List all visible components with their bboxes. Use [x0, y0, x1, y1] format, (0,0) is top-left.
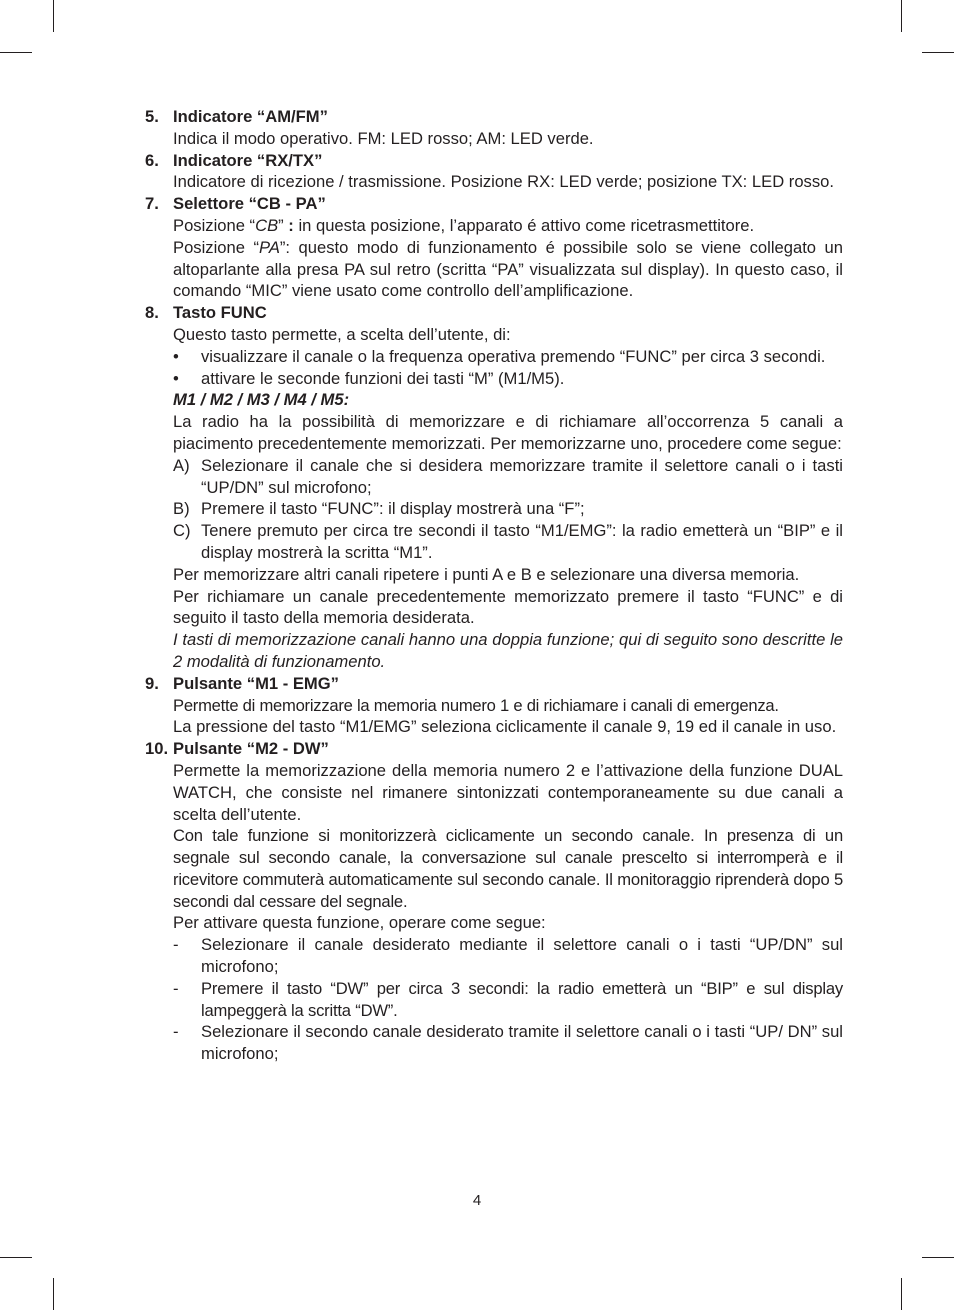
- section-number: 7.: [145, 194, 159, 214]
- section-m2-dw-button: [145, 738, 843, 1065]
- dash-marker: -: [173, 1022, 179, 1042]
- text-run-italic: PA: [258, 237, 280, 257]
- text-run-bold: :: [288, 215, 294, 235]
- paragraph: Questo tasto permette, a scelta dell’utente, di:: [173, 324, 511, 344]
- section-func-button: [145, 302, 843, 673]
- paragraph: Con tale funzione si monitorizzerà ciclicamente un secondo canale. In presenza di un segnale sul secondo canale, la conversazione sul canale prescelto si interromperà e il ricevitore commuterà automaticamente sul secondo canale. Il monitoraggio riprenderà dopo 5 secondi dal cessare del segnale.: [173, 826, 843, 911]
- subheading: M1 / M2 / M3 / M4 / M5:: [173, 390, 350, 410]
- list-item: [173, 346, 843, 368]
- paragraph: Permette di memorizzare la memoria numero 1 e di richiamare i canali di emergenza.: [173, 695, 779, 715]
- section-title: Selettore “CB - PA”: [173, 194, 326, 214]
- section-title: Indicatore “AM/FM”: [173, 107, 328, 126]
- paragraph: La pressione del tasto “M1/EMG” seleziona ciclicamente il canale 9, 19 ed il canale in uso.: [173, 717, 837, 737]
- paragraph: Per richiamare un canale precedentemente memorizzato premere il tasto “FUNC” e di seguito il tasto della memoria desiderata.: [173, 586, 843, 628]
- crop-mark-top-left-horizontal: [0, 52, 32, 53]
- crop-mark-top-right-vertical: [901, 0, 902, 32]
- list-item-text: visualizzare il canale o la frequenza operativa premendo “FUNC” per circa 3 secondi.: [201, 346, 826, 366]
- text-run: Posizione “: [173, 237, 259, 257]
- text-run-italic: CB: [255, 215, 279, 235]
- paragraph: Indica il modo operativo. FM: LED rosso; AM: LED verde.: [173, 128, 594, 148]
- section-am-fm-indicator: [145, 106, 843, 150]
- dash-marker: -: [173, 978, 179, 998]
- section-number: 6.: [145, 150, 159, 170]
- crop-mark-top-left-vertical: [53, 0, 54, 32]
- paragraph: Permette la memorizzazione della memoria numero 2 e l’attivazione della funzione DUAL WATCH, che consiste nel rimanere sintonizzati contemporaneamente su due canali a scelta dell’utente.: [173, 760, 843, 824]
- list-item-text: attivare le seconde funzioni dei tasti “M” (M1/M5).: [201, 368, 565, 388]
- dash-list: [145, 934, 843, 1065]
- crop-mark-top-right-horizontal: [922, 52, 954, 53]
- section-cb-pa-selector: [145, 193, 843, 302]
- crop-mark-bottom-right-horizontal: [922, 1257, 954, 1258]
- paragraph: Per memorizzare altri canali ripetere i punti A e B e selezionare una diversa memoria.: [173, 564, 800, 584]
- list-item-text: Selezionare il canale che si desidera memorizzare tramite il selettore canali o i tasti “UP/DN” sul microfono;: [201, 455, 843, 497]
- section-number: 8.: [145, 303, 159, 323]
- text-run: Posizione “: [173, 215, 256, 235]
- list-item-text: Selezionare il canale desiderato mediante il selettore canali o i tasti “UP/DN” sul microfono;: [201, 935, 843, 977]
- section-heading: [145, 302, 843, 324]
- bullet-list: [145, 346, 843, 390]
- section-title: Pulsante “M2 - DW”: [173, 739, 329, 759]
- step-marker: A): [173, 455, 190, 475]
- paragraph: Indicatore di ricezione / trasmissione. Posizione RX: LED verde; posizione TX: LED rosso.: [173, 172, 834, 192]
- list-item: [173, 520, 843, 564]
- list-item: [173, 934, 843, 978]
- section-number: 5.: [145, 107, 159, 126]
- section-title: Pulsante “M1 - EMG”: [173, 673, 339, 693]
- section-number: 10.: [145, 739, 169, 759]
- list-item: [173, 368, 843, 390]
- section-heading: [145, 193, 843, 215]
- list-item: [173, 455, 843, 499]
- text-run: in questa posizione, l’apparato é attivo come ricetrasmettitore.: [293, 215, 755, 235]
- paragraph: La radio ha la possibilità di memorizzare e di richiamare all’occorrenza 5 canali a piacimento precedentemente memorizzati. Per memorizzarne uno, procedere come segue:: [173, 412, 843, 453]
- text-run: ”: [278, 215, 289, 235]
- crop-mark-bottom-right-vertical: [901, 1278, 902, 1310]
- list-item: [173, 498, 843, 520]
- list-item: [173, 1021, 843, 1065]
- paragraph: Per attivare questa funzione, operare come segue:: [173, 913, 546, 933]
- crop-mark-bottom-left-horizontal: [0, 1257, 32, 1258]
- section-heading: [145, 150, 843, 172]
- section-title: Tasto FUNC: [173, 303, 267, 323]
- text-run: ”: questo modo di funzionamento é possibile solo se viene collegato un altoparlante alla presa PA sul retro (scritta “PA” visualizzata sul display). In questo caso, il comando “MIC” viene usato come controllo dell’amplificazione.: [173, 237, 843, 301]
- paragraph-note: I tasti di memorizzazione canali hanno una doppia funzione; qui di seguito sono descritte le 2 modalità di funzionamento.: [173, 630, 843, 671]
- paragraph-pa-position: [145, 237, 843, 302]
- document-body: [145, 106, 843, 1065]
- dash-marker: -: [173, 935, 179, 955]
- section-number: 9.: [145, 673, 159, 693]
- section-heading: [145, 106, 843, 128]
- list-item-text: Tenere premuto per circa tre secondi il tasto “M1/EMG”: la radio emetterà un “BIP” e il display mostrerà la scritta “M1”.: [201, 521, 843, 562]
- list-item: [173, 978, 843, 1022]
- step-marker: C): [173, 521, 191, 541]
- step-marker: B): [173, 499, 190, 519]
- crop-mark-bottom-left-vertical: [53, 1278, 54, 1310]
- section-title: Indicatore “RX/TX”: [173, 150, 323, 170]
- bullet-marker: •: [173, 368, 179, 388]
- section-m1-emg-button: [145, 673, 843, 738]
- step-list: [145, 455, 843, 564]
- section-heading: [145, 673, 843, 695]
- section-heading: [145, 738, 843, 760]
- bullet-marker: •: [173, 346, 179, 366]
- section-rx-tx-indicator: [145, 150, 843, 194]
- list-item-text: Selezionare il secondo canale desiderato tramite il selettore canali o i tasti “UP/ DN” sul microfono;: [201, 1022, 843, 1064]
- page-number: 4: [472, 1192, 482, 1209]
- list-item-text: Premere il tasto “DW” per circa 3 secondi: la radio emetterà un “BIP” e sul display lampeggerà la scritta “DW”.: [201, 978, 843, 1020]
- list-item-text: Premere il tasto “FUNC”: il display mostrerà una “F”;: [201, 499, 585, 519]
- paragraph-cb-position: [145, 215, 843, 237]
